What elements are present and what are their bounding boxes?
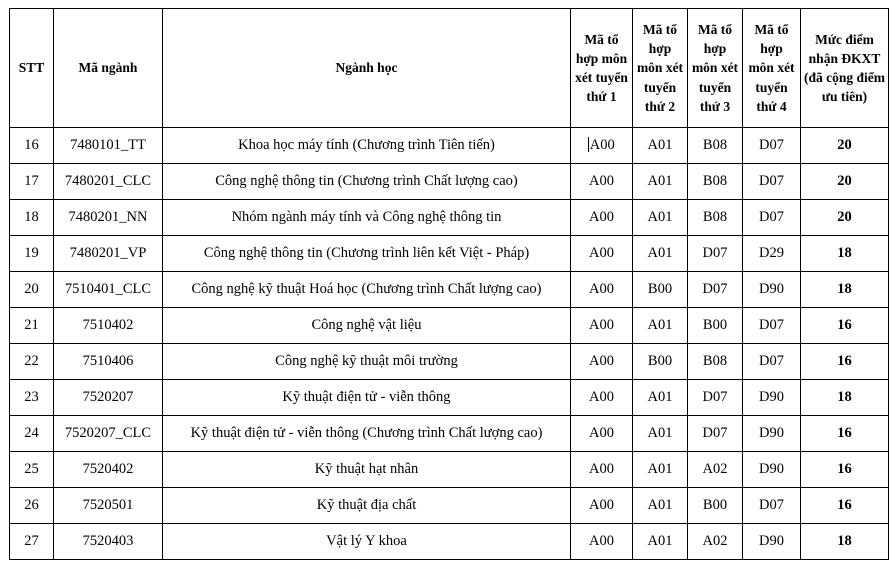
table-row	[10, 452, 889, 488]
score-cell: 16	[801, 308, 889, 344]
major-code-cell: 7480101_TT	[54, 128, 163, 164]
combo-2-cell: A01	[633, 308, 688, 344]
combo-3-cell: B08	[688, 164, 743, 200]
combo-1-cell: A00	[571, 164, 633, 200]
header-combo-1: Mã tổ hợp môn xét tuyển thứ 1	[571, 9, 633, 128]
combo-3-cell: D07	[688, 416, 743, 452]
combo-4-cell: D90	[743, 416, 801, 452]
major-code-cell: 7510402	[54, 308, 163, 344]
header-combo-4: Mã tổ hợp môn xét tuyển thứ 4	[743, 9, 801, 128]
score-cell: 18	[801, 272, 889, 308]
combo-1-cell: A00	[571, 344, 633, 380]
major-code-cell: 7520402	[54, 452, 163, 488]
stt-cell: 19	[10, 236, 54, 272]
text-cursor	[588, 137, 589, 152]
header-score: Mức điểm nhận ĐKXT (đã cộng điểm ưu tiên)	[801, 9, 889, 128]
combo-4-cell: D07	[743, 200, 801, 236]
combo-4-cell: D07	[743, 128, 801, 164]
header-major-code: Mã ngành	[54, 9, 163, 128]
table-row	[10, 272, 889, 308]
table-row	[10, 164, 889, 200]
stt-cell: 26	[10, 488, 54, 524]
combo-3-cell: B08	[688, 200, 743, 236]
major-code-cell: 7480201_VP	[54, 236, 163, 272]
combo-2-cell: B00	[633, 344, 688, 380]
major-code-cell: 7520207_CLC	[54, 416, 163, 452]
combo-2-cell: A01	[633, 488, 688, 524]
combo-1-cell: A00	[571, 452, 633, 488]
header-row	[10, 9, 889, 128]
major-name-cell: Vật lý Y khoa	[163, 524, 571, 560]
major-name-cell: Nhóm ngành máy tính và Công nghệ thông tin	[163, 200, 571, 236]
combo-3-cell: D07	[688, 272, 743, 308]
combo-3-cell: A02	[688, 452, 743, 488]
score-cell: 16	[801, 452, 889, 488]
combo-2-cell: B00	[633, 272, 688, 308]
score-cell: 20	[801, 200, 889, 236]
combo-4-cell: D07	[743, 488, 801, 524]
header-stt: STT	[10, 9, 54, 128]
combo-1-cell: A00	[571, 272, 633, 308]
table-row	[10, 308, 889, 344]
major-name-cell: Kỹ thuật điện tử - viễn thông	[163, 380, 571, 416]
table-row	[10, 416, 889, 452]
combo-4-cell: D90	[743, 524, 801, 560]
stt-cell: 20	[10, 272, 54, 308]
admissions-table	[9, 8, 889, 560]
combo-4-cell: D07	[743, 344, 801, 380]
combo-2-cell: A01	[633, 164, 688, 200]
score-cell: 16	[801, 344, 889, 380]
combo-2-cell: A01	[633, 380, 688, 416]
combo-4-cell: D90	[743, 272, 801, 308]
stt-cell: 27	[10, 524, 54, 560]
score-cell: 20	[801, 164, 889, 200]
table-body	[10, 128, 889, 560]
major-name-cell: Kỹ thuật địa chất	[163, 488, 571, 524]
header-combo-3: Mã tổ hợp môn xét tuyển thứ 3	[688, 9, 743, 128]
major-name-cell: Kỹ thuật điện tử - viễn thông (Chương trình Chất lượng cao)	[163, 416, 571, 452]
score-cell: 18	[801, 380, 889, 416]
score-cell: 16	[801, 488, 889, 524]
table-row	[10, 524, 889, 560]
combo-1-cell: A00	[571, 488, 633, 524]
combo-1-cell: A00	[571, 416, 633, 452]
combo-1-cell: A00	[571, 128, 633, 164]
stt-cell: 18	[10, 200, 54, 236]
score-cell: 18	[801, 524, 889, 560]
combo-3-cell: D07	[688, 380, 743, 416]
major-code-cell: 7480201_CLC	[54, 164, 163, 200]
combo-3-cell: A02	[688, 524, 743, 560]
table-row	[10, 344, 889, 380]
stt-cell: 21	[10, 308, 54, 344]
combo-2-cell: A01	[633, 452, 688, 488]
combo-4-cell: D90	[743, 452, 801, 488]
combo-4-cell: D07	[743, 308, 801, 344]
stt-cell: 17	[10, 164, 54, 200]
major-name-cell: Công nghệ kỹ thuật Hoá học (Chương trình Chất lượng cao)	[163, 272, 571, 308]
table-row	[10, 236, 889, 272]
stt-cell: 23	[10, 380, 54, 416]
combo-2-cell: A01	[633, 416, 688, 452]
combo-3-cell: B00	[688, 488, 743, 524]
combo-1-cell: A00	[571, 236, 633, 272]
combo-3-cell: B08	[688, 344, 743, 380]
combo-3-cell: B08	[688, 128, 743, 164]
major-name-cell: Công nghệ vật liệu	[163, 308, 571, 344]
combo-2-cell: A01	[633, 236, 688, 272]
major-code-cell: 7520403	[54, 524, 163, 560]
table-row	[10, 380, 889, 416]
header-major-name: Ngành học	[163, 9, 571, 128]
stt-cell: 24	[10, 416, 54, 452]
combo-1-cell: A00	[571, 524, 633, 560]
major-name-cell: Khoa học máy tính (Chương trình Tiên tiến)	[163, 128, 571, 164]
score-cell: 18	[801, 236, 889, 272]
combo-1-cell: A00	[571, 380, 633, 416]
combo-2-cell: A01	[633, 200, 688, 236]
major-code-cell: 7510406	[54, 344, 163, 380]
table-row	[10, 128, 889, 164]
table-row	[10, 200, 889, 236]
major-code-cell: 7510401_CLC	[54, 272, 163, 308]
major-name-cell: Công nghệ kỹ thuật môi trường	[163, 344, 571, 380]
major-code-cell: 7520207	[54, 380, 163, 416]
header-combo-2: Mã tổ hợp môn xét tuyển thứ 2	[633, 9, 688, 128]
major-code-cell: 7520501	[54, 488, 163, 524]
major-code-cell: 7480201_NN	[54, 200, 163, 236]
combo-1-cell: A00	[571, 308, 633, 344]
stt-cell: 16	[10, 128, 54, 164]
combo-2-cell: A01	[633, 128, 688, 164]
combo-3-cell: D07	[688, 236, 743, 272]
table-row	[10, 488, 889, 524]
combo-2-cell: A01	[633, 524, 688, 560]
major-name-cell: Công nghệ thông tin (Chương trình liên kết Việt - Pháp)	[163, 236, 571, 272]
score-cell: 20	[801, 128, 889, 164]
combo-1-cell: A00	[571, 200, 633, 236]
major-name-cell: Kỹ thuật hạt nhân	[163, 452, 571, 488]
combo-3-cell: B00	[688, 308, 743, 344]
stt-cell: 22	[10, 344, 54, 380]
combo-4-cell: D90	[743, 380, 801, 416]
combo-4-cell: D29	[743, 236, 801, 272]
combo-4-cell: D07	[743, 164, 801, 200]
stt-cell: 25	[10, 452, 54, 488]
major-name-cell: Công nghệ thông tin (Chương trình Chất lượng cao)	[163, 164, 571, 200]
score-cell: 16	[801, 416, 889, 452]
